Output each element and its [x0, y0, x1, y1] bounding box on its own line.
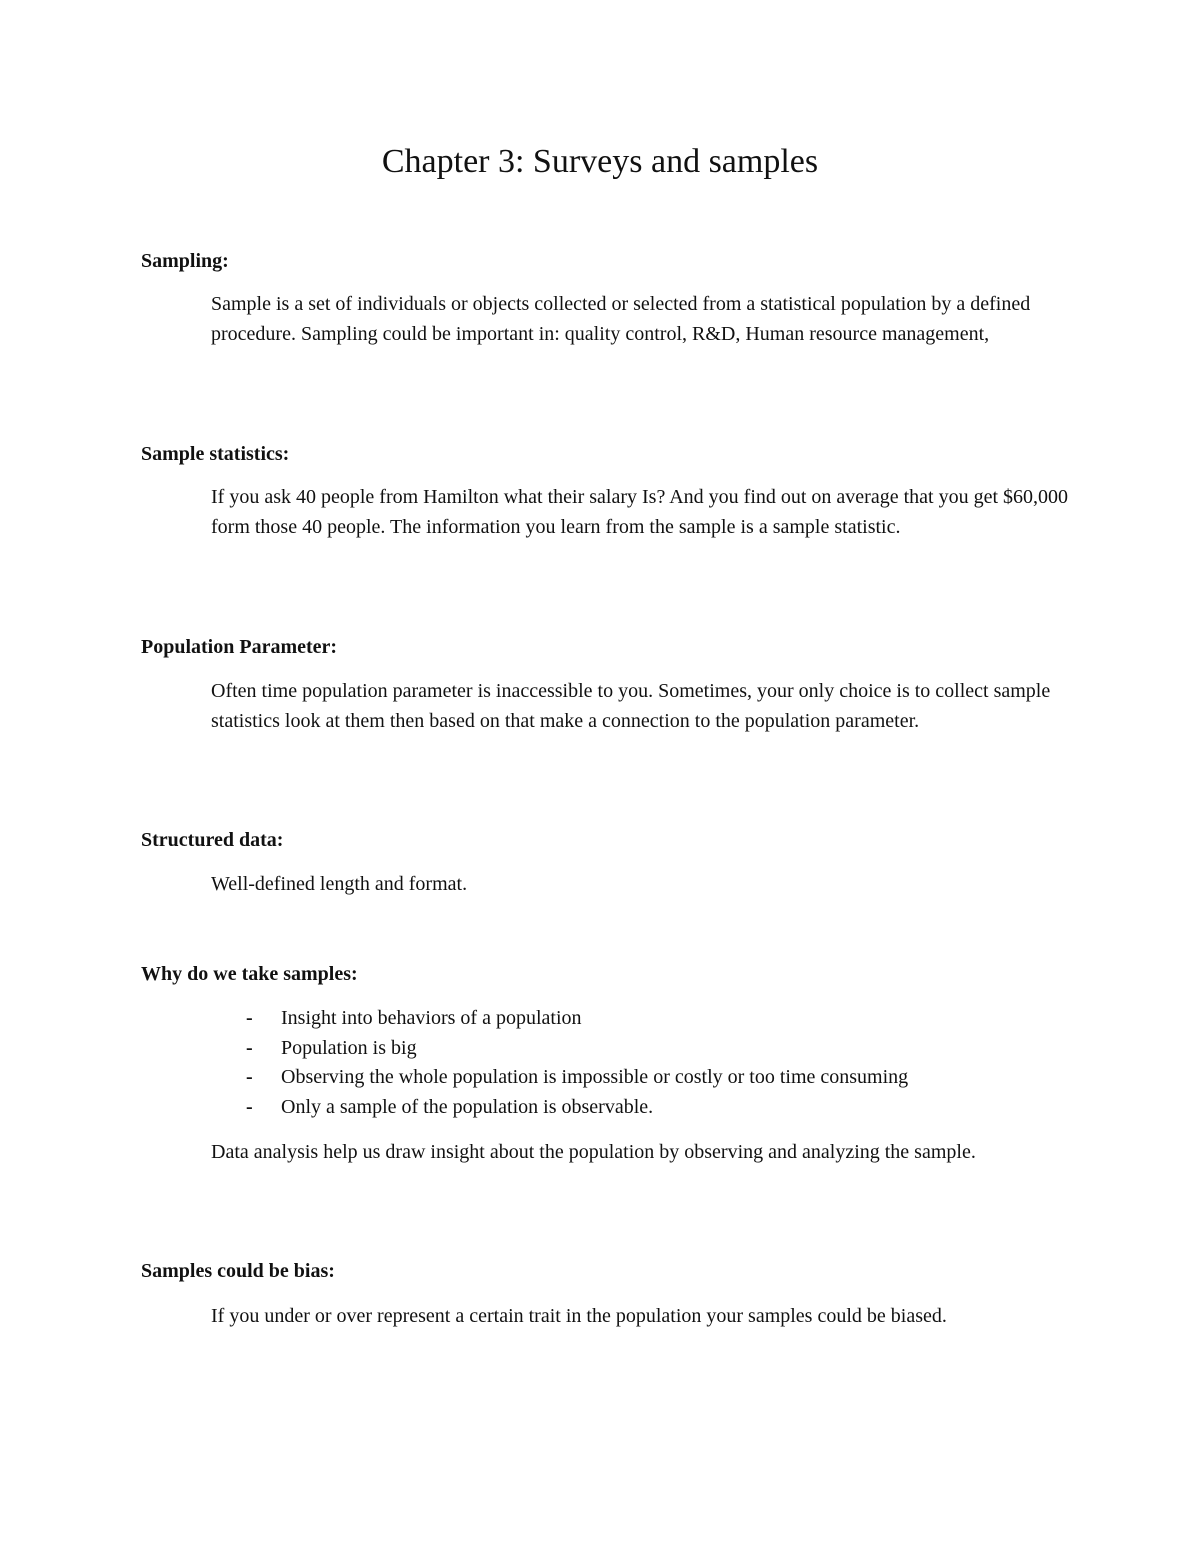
list-item [211, 1093, 1071, 1123]
section-text-structured-data: Well-defined length and format. [211, 873, 468, 895]
list-item [211, 1004, 1071, 1034]
list-item [211, 1034, 1071, 1064]
list-item-text: Observing the whole population is impossible or costly or too time consuming [281, 1066, 909, 1088]
list-item-text: Only a sample of the population is observable. [281, 1095, 654, 1118]
list-item-text: Population is big [281, 1036, 417, 1059]
section-heading-population-parameter: Population Parameter: [141, 636, 338, 658]
bullet-dash: - [246, 1007, 253, 1029]
section-text-samples-bias: If you under or over represent a certain trait in the population your samples could be biased. [211, 1305, 947, 1327]
section-heading-sample-statistics: Sample statistics: [141, 443, 290, 465]
section-text-sample-statistics: If you ask 40 people from Hamilton what their salary Is? And you find out on average that you get $60,000 form those 40 people. The information you learn from the sample is a sample statistic. [211, 486, 1069, 538]
list-item [211, 1063, 1071, 1093]
section-heading-why-samples: Why do we take samples: [141, 963, 358, 985]
section-heading-samples-bias: Samples could be bias: [141, 1260, 335, 1282]
section-text-sampling: Sample is a set of individuals or objects collected or selected from a statistical population by a defined procedure. Sampling could be important in: quality control, R&D, Human resource management, [211, 293, 1031, 345]
section-heading-structured-data: Structured data: [141, 829, 284, 851]
bullet-dash: - [246, 1066, 253, 1088]
bullet-dash: - [246, 1095, 253, 1118]
bullet-dash: - [246, 1036, 253, 1059]
section-heading-sampling: Sampling: [141, 250, 229, 272]
why-samples-list [211, 1004, 1071, 1122]
section-text-population-parameter: Often time population parameter is inaccessible to you. Sometimes, your only choice is to collect sample statistics look at them then based on that make a connection to the population parameter. [211, 680, 1051, 732]
list-item-text: Insight into behaviors of a population [281, 1007, 582, 1029]
section-text-why-samples: Data analysis help us draw insight about the population by observing and analyzing the sample. [211, 1141, 976, 1163]
page-title: Chapter 3: Surveys and samples [381, 143, 819, 180]
